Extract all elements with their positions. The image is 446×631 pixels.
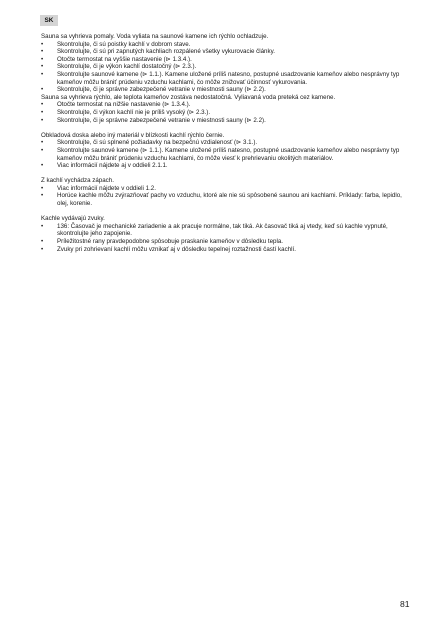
- list-item-text: Skontrolujte, či sú splnené požiadavky na bezpečnú vzdialenosť (⊳ 3.1.).: [57, 139, 258, 147]
- list-item-text: Skontrolujte, či je správne zabezpečené vetranie v miestnosti sauny (⊳ 2.2).: [57, 116, 266, 124]
- list-item: [41, 147, 413, 162]
- list-item: [41, 86, 413, 94]
- bullet-icon: •: [41, 238, 44, 246]
- bullet-icon: •: [41, 162, 44, 170]
- troubleshooting-content: [41, 33, 413, 261]
- bullet-icon: •: [41, 63, 44, 71]
- section-noise: [41, 215, 413, 253]
- bullet-icon: •: [41, 101, 44, 109]
- section-intro: Sauna sa vyhrieva pomaly. Voda vyliata na saunové kamene ich rýchlo ochladzuje.: [41, 33, 269, 40]
- section-smell: [41, 177, 413, 207]
- section-fast-heating: [41, 94, 413, 124]
- list-item-text: Skontrolujte, či sú poistky kachlí v dobrom stave.: [57, 40, 191, 48]
- list-item-text: Skontrolujte saunové kamene (⊳ 1.1.). Kamene uložené príliš natesno, postupné usadzovanie kameňov alebo nesprávny typ kameňov môžu brániť prúdeniu vzduchu kachlami, čo môže znižovať účinnosť vykurovania.: [57, 70, 400, 86]
- bullet-icon: •: [41, 108, 44, 116]
- list-item-text: Príležitostné rany pravdepodobne spôsobuje praskanie kameňov v dôsledku tepla.: [57, 238, 283, 246]
- list-item: [41, 192, 413, 207]
- bullet-icon: •: [41, 184, 44, 192]
- list-item: [41, 109, 413, 117]
- bullet-icon: •: [41, 116, 44, 124]
- list-item: [41, 223, 413, 238]
- bullet-icon: •: [41, 146, 44, 154]
- list-item-text: Skontrolujte, či je správne zabezpečené vetranie v miestnosti sauny (⊳ 2.2).: [57, 86, 266, 94]
- list-item: [41, 48, 413, 56]
- list-item-text: Horúce kachle môžu zvýrazňovať pachy vo vzduchu, ktoré ale nie sú spôsobené saunou ani kachlami. Príklady: farba, lepidlo, olej, korenie.: [57, 192, 402, 208]
- list-item-text: Skontrolujte, či výkon kachlí nie je príliš vysoký (⊳ 2.3.).: [57, 108, 211, 116]
- list-item-text: Zvuky pri zohrievaní kachlí môžu vznikať aj v dôsledku tepelnej roztažnosti častí kachlí.: [57, 245, 296, 253]
- bullet-list: [41, 223, 413, 253]
- list-item-text: Viac informácií nájdete v oddieli 1.2.: [57, 184, 156, 192]
- list-item: [41, 246, 413, 254]
- bullet-icon: •: [41, 48, 44, 56]
- section-slow-heating: [41, 33, 413, 94]
- list-item: [41, 56, 413, 64]
- bullet-icon: •: [41, 245, 44, 253]
- list-item: [41, 71, 413, 86]
- section-blackening: [41, 132, 413, 170]
- list-item: [41, 185, 413, 193]
- list-item-text: Skontrolujte, či je výkon kachlí dostatočný (⊳ 2.3.).: [57, 63, 197, 71]
- list-item-text: Skontrolujte saunové kamene (⊳ 1.1.). Kamene uložené príliš natesno, postupné usadzovanie kameňov alebo nesprávny typ kameňov môžu brániť prúdeniu vzduchu kachlami, čo môže viesť k prehrievaniu okolitých materiálov.: [57, 146, 400, 162]
- bullet-icon: •: [41, 192, 44, 200]
- language-badge: SK: [40, 15, 58, 26]
- section-intro: Z kachlí vychádza zápach.: [41, 177, 114, 185]
- page-number: 81: [400, 599, 410, 609]
- bullet-list: [41, 101, 413, 124]
- list-item: [41, 63, 413, 71]
- bullet-icon: •: [41, 55, 44, 63]
- bullet-icon: •: [41, 40, 44, 48]
- list-item: [41, 101, 413, 109]
- section-intro: Obkladová doska alebo iný materiál v blízkosti kachlí rýchlo černie.: [41, 131, 225, 139]
- list-item: [41, 238, 413, 246]
- bullet-icon: •: [41, 139, 44, 147]
- bullet-icon: •: [41, 222, 44, 230]
- list-item-text: Skontrolujte, či sú pri zapnutých kachliach rozpálené všetky vykurovacie články.: [57, 48, 275, 56]
- list-item: [41, 139, 413, 147]
- bullet-list: [41, 139, 413, 169]
- list-item-text: 136: Časovač je mechanické zariadenie a ak pracuje normálne, tak tiká. Ak časovač tiká aj vtedy, keď sú kachle vypnuté, skontrolujte jeho zapojenie.: [57, 222, 388, 238]
- bullet-list: [41, 185, 413, 208]
- list-item-text: Viac informácií nájdete aj v oddieli 2.1.1.: [57, 162, 168, 170]
- bullet-icon: •: [41, 86, 44, 94]
- section-intro: Sauna sa vyhrieva rýchlo, ale teplota kameňov zostáva nedostatočná. Vyliavaná voda preteká cez kamene.: [41, 93, 336, 101]
- list-item: [41, 162, 413, 170]
- section-intro: Kachle vydávajú zvuky.: [41, 215, 105, 223]
- list-item: [41, 41, 413, 49]
- list-item-text: Otočte termostat na nižšie nastavenie (⊳ 1.3.4.).: [57, 101, 191, 109]
- bullet-list: [41, 41, 413, 94]
- list-item: [41, 117, 413, 125]
- bullet-icon: •: [41, 70, 44, 78]
- list-item-text: Otočte termostat na vyššie nastavenie (⊳ 1.3.4.).: [57, 55, 192, 63]
